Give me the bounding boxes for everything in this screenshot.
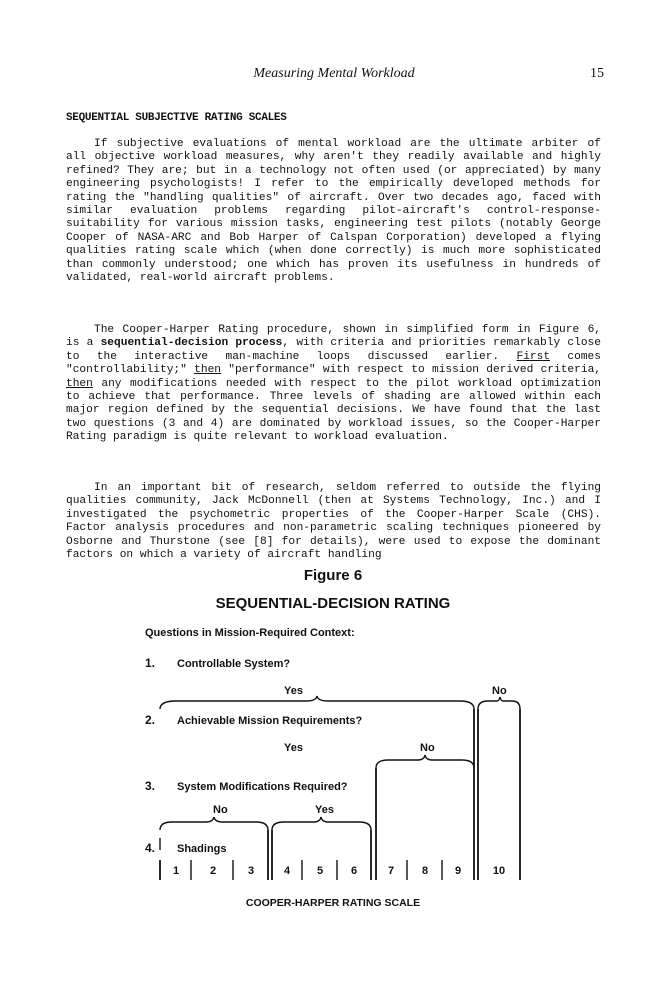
q1-yes-label: Yes <box>284 685 303 697</box>
underline-then: then <box>194 364 221 377</box>
scale-value-7: 7 <box>387 865 395 877</box>
q3-yes-label: Yes <box>315 804 334 816</box>
question-4-text: Shadings <box>177 843 227 855</box>
q3-no-brace <box>160 817 268 830</box>
q1-no-brace <box>478 697 520 709</box>
context-heading: Questions in Mission-Required Context: <box>145 627 355 639</box>
paragraph-2-text: The Cooper-Harper Rating procedure, shown in simplified form in Figure 6, is a sequential-decision process, with criteria and priorities remarkably close to the interactive man-machine loops discussed earlier. First comes "controllability;" then "performance" with respect to mission derived criteria, then any modifications needed with respect to the pilot workload optimization to achieve that performance. Three levels of shading are allowed within each major region defined by the sequential decisions. We have found that the last two questions (3 and 4) are dominated by workload issues, so the Cooper-Harper Rating paradigm is quite relevant to workload evaluation. <box>66 324 601 444</box>
scale-value-5: 5 <box>316 865 324 877</box>
scale-value-4: 4 <box>283 865 291 877</box>
q1-no-label: No <box>492 685 507 697</box>
scale-value-6: 6 <box>350 865 358 877</box>
section-heading: SEQUENTIAL SUBJECTIVE RATING SCALES <box>66 112 287 124</box>
q2-no-brace <box>376 755 474 768</box>
running-title: Measuring Mental Workload <box>253 66 415 81</box>
figure-title: SEQUENTIAL-DECISION RATING <box>215 595 451 612</box>
question-1-number: 1. <box>145 656 156 670</box>
scale-caption: COOPER-HARPER RATING SCALE <box>245 897 421 909</box>
page-number: 15 <box>590 66 604 81</box>
q2-yes-label: Yes <box>284 742 303 754</box>
scale-value-2: 2 <box>209 865 217 877</box>
figure-label: Figure 6 <box>303 567 363 584</box>
underline-then: then <box>66 377 93 390</box>
q3-yes-brace <box>272 817 371 830</box>
paragraph-1-text: If subjective evaluations of mental workload are the ultimate arbiter of all objective workload measures, why aren't they readily available and highly refined? They are; but in a technology not often used (or appreciated) by many engineering psychologists! I refer to the empirically developed methods for rating the "handling qualities" of aircraft. Over two decades ago, faced with similar evaluation problems regarding pilot-aircraft's control-response-suitability for various mission tasks, engineering test pilots (notably George Cooper of NASA-ARC and Bob Harper of Calspan Corporation) developed a flying qualities rating scale which (when done correctly) is much more sophisticated than commonly understood; one which has proven its usefulness in hundreds of validated, real-world aircraft problems. <box>66 138 601 285</box>
scale-value-1: 1 <box>172 865 180 877</box>
scale-value-3: 3 <box>247 865 255 877</box>
q1-yes-brace <box>160 696 474 709</box>
question-1-text: Controllable System? <box>177 658 291 670</box>
emphasis-sequential-decision: sequential-decision process <box>100 337 283 350</box>
question-2-number: 2. <box>145 713 156 727</box>
paragraph-3-text: In an important bit of research, seldom referred to outside the flying qualities community, Jack McDonnell (then at Systems Technology, Inc.) and I investigated the psychometric properties of the Cooper-Harper Scale (CHS). Factor analysis procedures and non-parametric scaling techniques pioneered by Osborne and Thurstone (see [8] for details), were used to expose the dominant factors on which a variety of aircraft handling <box>66 482 601 562</box>
scale-value-9: 9 <box>454 865 462 877</box>
question-3-text: System Modifications Required? <box>177 781 348 793</box>
question-3-number: 3. <box>145 779 156 793</box>
question-2-text: Achievable Mission Requirements? <box>177 715 363 727</box>
q3-no-label: No <box>213 804 228 816</box>
scale-value-10: 10 <box>492 865 506 877</box>
q2-no-label: No <box>420 742 435 754</box>
underline-first: First <box>516 350 551 363</box>
question-4-number: 4. <box>145 841 156 855</box>
scale-value-8: 8 <box>421 865 429 877</box>
